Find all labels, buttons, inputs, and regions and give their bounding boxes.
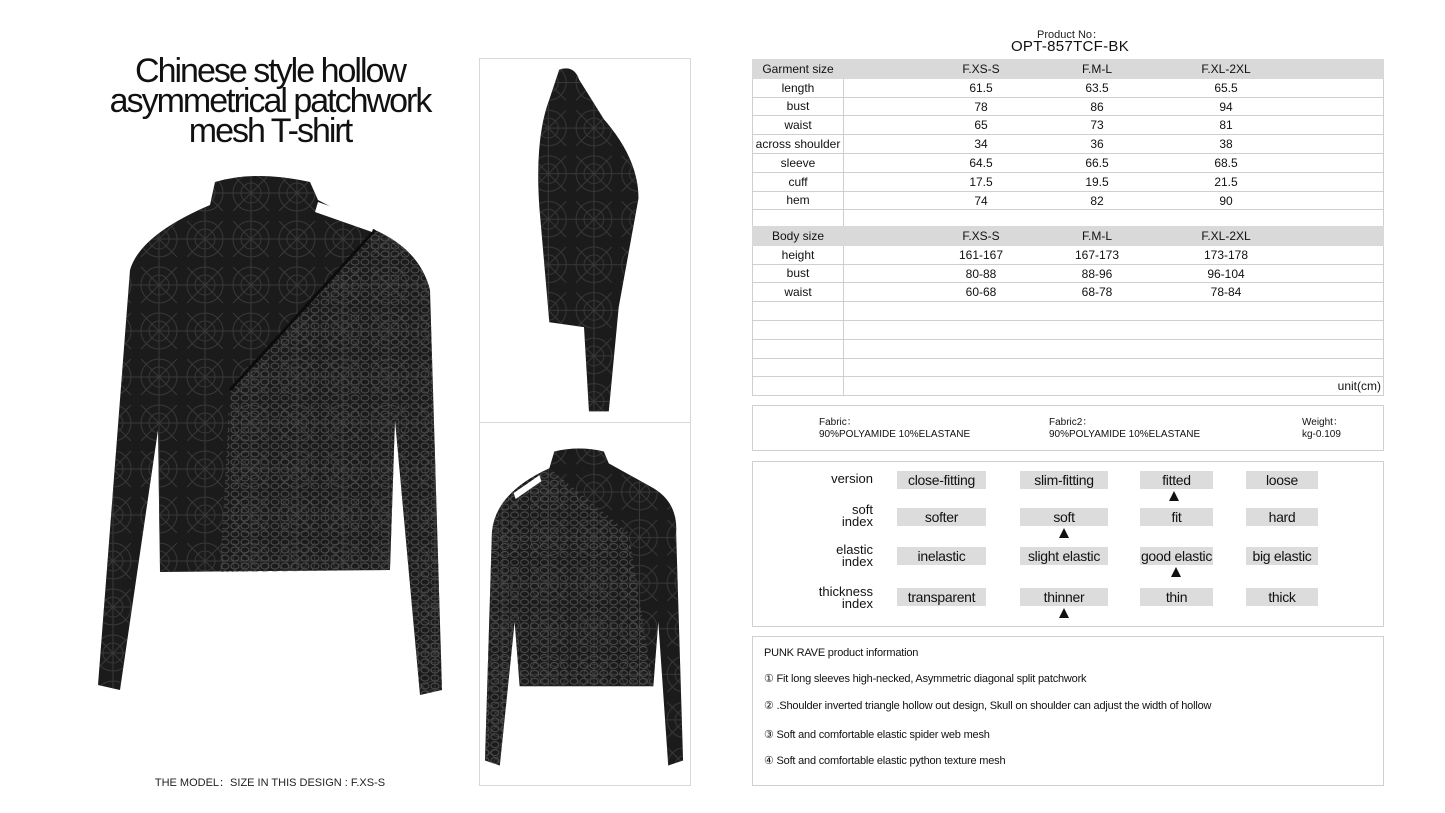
unit-row [753,377,1384,396]
garment-col-1: F.XS-S [962,62,1000,76]
cell-value: 78 [974,99,988,114]
row-label: waist [753,116,844,135]
row-label: height [753,245,844,264]
model-size-note: THE MODEL：SIZE IN THIS DESIGN : F.XS-S [154,777,386,789]
table-row [753,172,1384,191]
version-selected-marker [1169,491,1179,501]
row-label: length [753,78,844,97]
version-option-4: loose [1246,471,1318,489]
unit-label: unit(cm) [1337,379,1381,394]
cell-value: 78-84 [1210,285,1242,300]
product-number: OPT-857TCF-BK [1010,38,1130,55]
cell-value: 80-88 [965,266,997,281]
weight [1302,417,1343,441]
body-col-3: F.XL-2XL [1201,229,1251,243]
row-label: sleeve [753,153,844,172]
product-title [60,52,480,150]
cell-value: 68-78 [1081,285,1113,300]
row-label: cuff [753,172,844,191]
cell-value: 96-104 [1207,266,1245,281]
cell-value: 65.5 [1214,80,1238,95]
fabric-1-label: Fabric： [819,417,857,428]
table-row [753,245,1384,264]
soft-option-4: hard [1246,508,1318,526]
elastic-selected-marker [1171,567,1181,577]
table-row-empty [753,339,1384,358]
table-row [753,191,1384,210]
cell-value: 38 [1219,137,1233,152]
thickness-option-4: thick [1246,588,1318,606]
elastic-option-3: good elastic [1140,548,1213,564]
soft-index-label: soft index [841,502,873,529]
version-option-1: close-fitting [897,471,986,489]
cell-value: 74 [974,193,988,208]
version-option-2: slim-fitting [1020,471,1108,489]
cell-value: 17.5 [969,174,993,189]
table-row [753,264,1384,283]
row-label: across shoulder [753,135,844,154]
table-row [753,116,1384,135]
cell-value: 36 [1090,137,1104,152]
soft-option-2: soft [1020,508,1108,526]
list-item: ② .Shoulder inverted triangle hollow out design, Skull on shoulder can adjust the width of hollow [764,700,1212,712]
product-title-line-3: mesh T-shirt [188,112,352,150]
cell-value: 34 [974,137,988,152]
main-product-photo [90,170,460,710]
garment-col-2: F.M-L [1082,62,1112,76]
table-row [753,283,1384,302]
version-option-3: fitted [1140,471,1213,489]
list-item: ① Fit long sleeves high-necked, Asymmetric diagonal split patchwork [764,673,1087,685]
cell-value: 161-167 [958,247,1004,262]
thickness-option-1: transparent [897,588,986,606]
weight-value: kg-0.109 [1302,429,1341,440]
list-item: ③ Soft and comfortable elastic spider web mesh [764,729,990,741]
weight-label: Weight： [1302,417,1343,428]
thickness-selected-marker [1059,608,1069,618]
table-row-empty [753,302,1384,321]
cell-value: 68.5 [1214,155,1238,170]
row-label: waist [753,283,844,302]
cell-value: 65 [974,118,988,133]
table-row-empty [753,320,1384,339]
cell-value: 81 [1219,118,1233,133]
body-size-table [752,226,1384,396]
garment-col-3: F.XL-2XL [1201,62,1251,76]
table-row-empty [753,358,1384,377]
cell-value: 173-178 [1203,247,1249,262]
list-item: ④ Soft and comfortable elastic python texture mesh [764,755,1006,767]
row-label: bust [753,97,844,116]
thickness-index-label: thickness index [818,584,873,611]
cell-value: 88-96 [1081,266,1113,281]
product-info-title: PUNK RAVE product information [764,647,919,659]
back-view-photo [479,422,691,786]
cell-value: 94 [1219,99,1233,114]
product-title-line-1: Chinese style hollow [135,52,405,90]
cell-value: 63.5 [1085,80,1109,95]
body-col-2: F.M-L [1082,229,1112,243]
version-label: version [831,471,873,486]
cell-value: 82 [1090,193,1104,208]
product-number-label: Product No： [1036,29,1104,41]
body-size-header-row [753,227,1384,246]
cell-value: 90 [1219,193,1233,208]
fabric-info-box [752,405,1384,451]
product-info-box [752,636,1384,786]
fabric-2-label: Fabric2： [1049,417,1093,428]
body-col-1: F.XS-S [962,229,1000,243]
side-view-photo [479,58,691,423]
elastic-option-2: slight elastic [1020,547,1108,565]
cell-value: 73 [1090,118,1104,133]
soft-selected-marker [1059,528,1069,538]
soft-option-3: fit [1140,508,1213,526]
cell-value: 61.5 [969,80,993,95]
cell-value: 21.5 [1214,174,1238,189]
cell-value: 66.5 [1085,155,1109,170]
cell-value: 167-173 [1074,247,1120,262]
fabric-1-value: 90%POLYAMIDE 10%ELASTANE [819,429,971,440]
table-row [753,135,1384,154]
row-label: bust [753,264,844,283]
elastic-option-1: inelastic [897,547,986,565]
elastic-index-label: elastic index [836,542,873,569]
product-title-line-2: asymmetrical patchwork [109,82,431,120]
soft-option-1: softer [897,508,986,526]
body-size-header: Body size [753,227,844,246]
cell-value: 60-68 [965,285,997,300]
table-row [753,97,1384,116]
thickness-option-2: thinner [1020,588,1108,606]
thickness-option-3: thin [1140,588,1213,606]
garment-size-header-row [753,60,1384,79]
table-row [753,153,1384,172]
garment-size-table [752,59,1384,229]
fabric-1 [819,417,970,441]
garment-size-header: Garment size [753,60,844,79]
table-row [753,78,1384,97]
cell-value: 64.5 [969,155,993,170]
fabric-2-value: 90%POLYAMIDE 10%ELASTANE [1049,429,1201,440]
row-label: hem [753,191,844,210]
fit-scales-box [752,461,1384,627]
fabric-2 [1049,417,1200,441]
cell-value: 19.5 [1085,174,1109,189]
elastic-option-4: big elastic [1246,547,1318,565]
cell-value: 86 [1090,99,1104,114]
